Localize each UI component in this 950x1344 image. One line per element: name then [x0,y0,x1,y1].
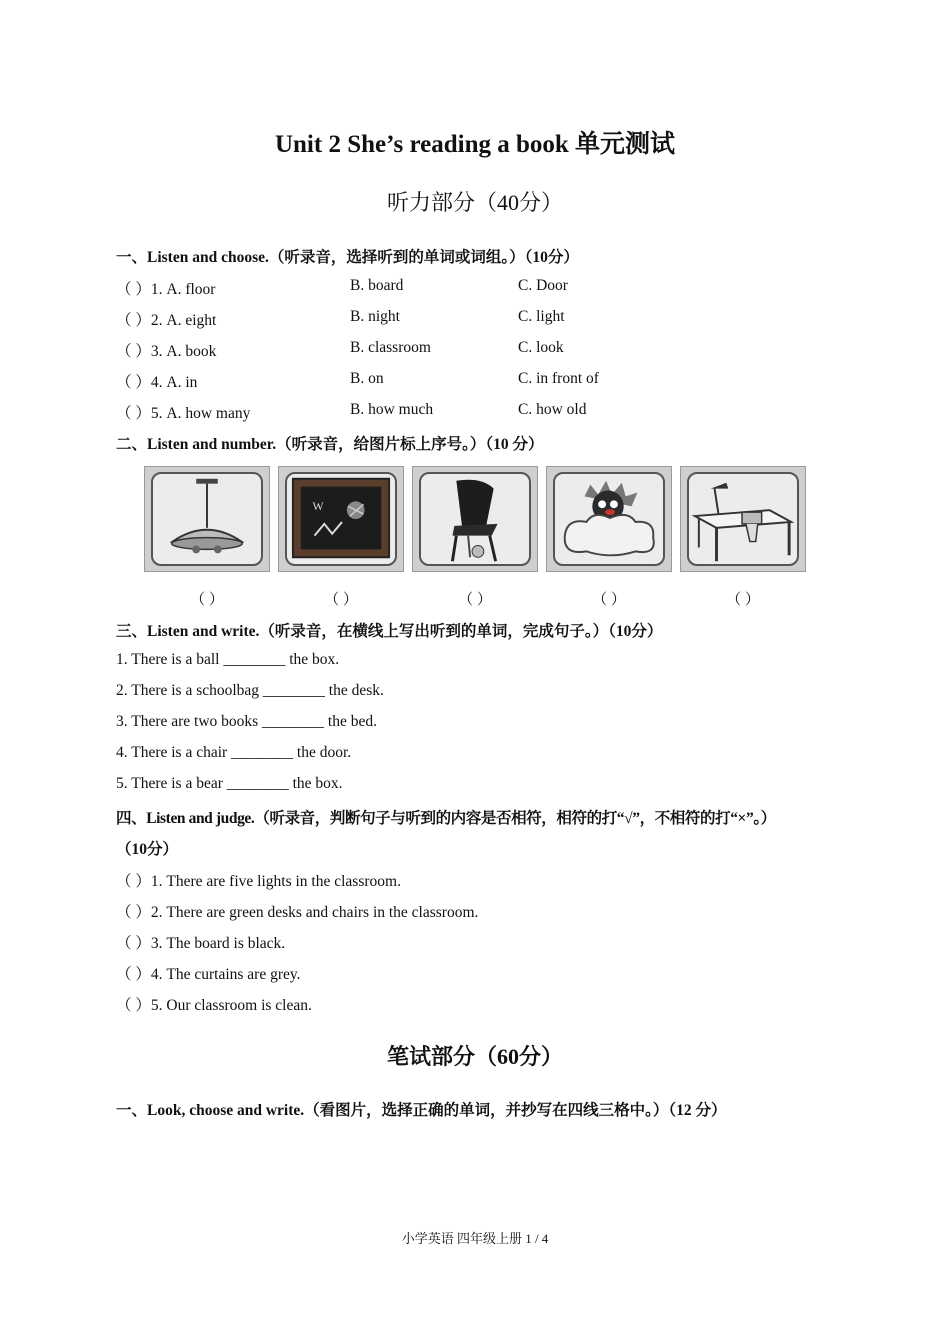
fill-sentence-2[interactable]: 2. There is a schoolbag ________ the desk. [116,682,384,699]
choice-row-5-a: （ ）5. A. how many [116,405,251,422]
choice-row-5-c: C. how old [518,401,587,418]
choice-row-2-c: C. light [518,308,565,325]
blackboard-picture [278,466,404,572]
chair-icon [413,467,537,571]
chair-picture [412,466,538,572]
picture-answer-2[interactable]: （ ） [324,592,358,608]
bear-in-cloud-icon [547,467,671,571]
choice-row-1-c: C. Door [518,277,568,294]
page-footer: 小学英语 四年级上册 1 / 4 [401,1231,549,1246]
fill-sentence-3[interactable]: 3. There are two books ________ the bed. [116,713,378,730]
svg-text:W: W [312,500,324,514]
ceiling-lamp-picture [144,466,270,572]
part4-heading-score: （10分） [116,841,179,858]
part3-heading: 三、Listen and write.（听录音，在横线上写出听到的单词，完成句子。）（10分） [116,623,663,640]
listening-heading: 听力部分（40分） [386,190,563,215]
judge-item-1[interactable]: （ ）1. There are five lights in the classroom. [116,873,401,890]
choice-row-3-a: （ ）3. A. book [116,343,217,360]
fill-sentence-4[interactable]: 4. There is a chair ________ the door. [116,744,352,761]
fill-sentence-1[interactable]: 1. There is a ball ________ the box. [116,651,340,668]
choice-row-2-a: （ ）2. A. eight [116,312,217,329]
judge-item-3[interactable]: （ ）3. The board is black. [116,935,286,952]
desk-picture [680,466,806,572]
blackboard-icon [279,467,403,571]
picture-answer-4[interactable]: （ ） [592,592,626,608]
picture-answer-1[interactable]: （ ） [190,592,224,608]
choice-row-1-a: （ ）1. A. floor [116,281,216,298]
page-title: Unit 2 She’s reading a book 单元测试 [274,131,676,158]
desk-icon [681,467,805,571]
part5-heading: 一、Look, choose and write.（看图片，选择正确的单词，并抄写在四线三格中。）（12 分） [116,1102,727,1119]
choice-row-4-c: C. in front of [518,370,599,387]
judge-item-4[interactable]: （ ）4. The curtains are grey. [116,966,301,983]
fill-sentence-5[interactable]: 5. There is a bear ________ the box. [116,775,343,792]
choice-row-1-b: B. board [350,277,404,294]
part1-heading: 一、Listen and choose.（听录音，选择听到的单词或词组。）（10分） [116,249,579,266]
picture-answer-3[interactable]: （ ） [458,592,492,608]
part2-heading: 二、Listen and number.（听录音，给图片标上序号。）（10 分） [116,436,544,453]
judge-item-2[interactable]: （ ）2. There are green desks and chairs in the classroom. [116,904,479,921]
bear-cloud-picture [546,466,672,572]
choice-row-3-c: C. look [518,339,564,356]
choice-row-4-b: B. on [350,370,384,387]
choice-row-3-b: B. classroom [350,339,431,356]
part4-heading: 四、Listen and judge.（听录音，判断句子与听到的内容是否相符，相符的打“√”，不相符的打“×”。） [116,810,776,827]
ceiling-lamp-icon [145,467,269,571]
picture-answer-5[interactable]: （ ） [726,592,760,608]
choice-row-4-a: （ ）4. A. in [116,374,198,391]
choice-row-5-b: B. how much [350,401,434,418]
written-heading: 笔试部分（60分） [386,1044,563,1069]
choice-row-2-b: B. night [350,308,400,325]
judge-item-5[interactable]: （ ）5. Our classroom is clean. [116,997,312,1014]
